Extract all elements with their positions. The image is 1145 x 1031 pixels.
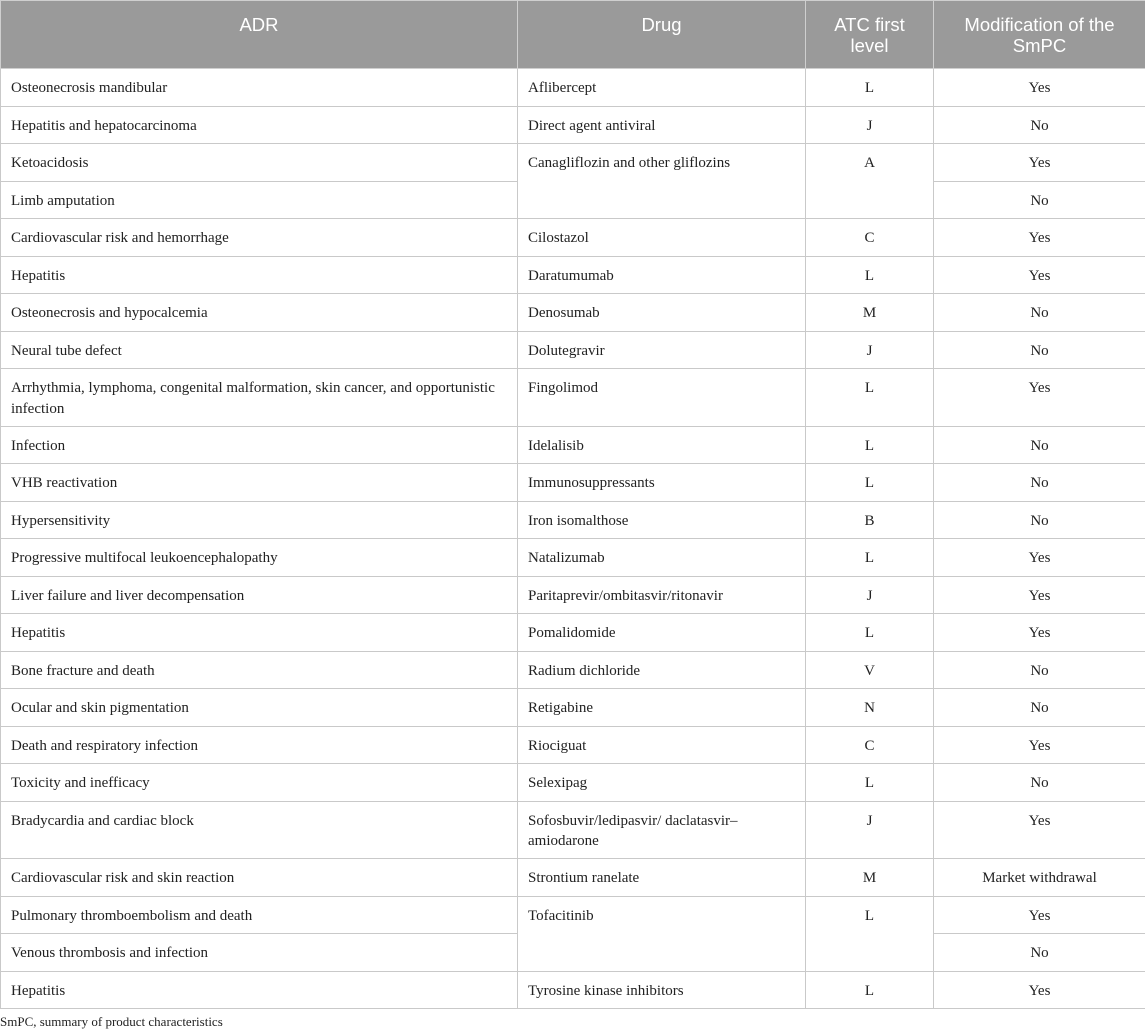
table-row	[1, 801, 1145, 859]
cell-drug: Natalizumab	[518, 539, 806, 577]
cell-adr: Osteonecrosis mandibular	[1, 69, 518, 107]
cell-adr: Hepatitis	[1, 256, 518, 294]
cell-drug: Selexipag	[518, 764, 806, 802]
cell-adr: Neural tube defect	[1, 331, 518, 369]
cell-atc: M	[806, 859, 934, 897]
table-row	[1, 501, 1145, 539]
header-adr: ADR	[1, 1, 518, 69]
cell-modification: Yes	[934, 801, 1145, 859]
cell-drug: Idelalisib	[518, 426, 806, 464]
cell-drug: Dolutegravir	[518, 331, 806, 369]
cell-atc: C	[806, 726, 934, 764]
cell-adr: Hepatitis	[1, 614, 518, 652]
cell-drug: Canagliflozin and other gliflozins	[518, 144, 806, 219]
table-row	[1, 464, 1145, 502]
cell-adr: Bradycardia and cardiac block	[1, 801, 518, 859]
cell-modification: No	[934, 689, 1145, 727]
table-row	[1, 896, 1145, 934]
table-row	[1, 369, 1145, 427]
table-row	[1, 651, 1145, 689]
cell-atc: L	[806, 69, 934, 107]
table-row	[1, 106, 1145, 144]
cell-atc: L	[806, 614, 934, 652]
cell-atc: J	[806, 801, 934, 859]
cell-adr: Toxicity and inefficacy	[1, 764, 518, 802]
cell-modification: No	[934, 331, 1145, 369]
cell-atc: L	[806, 539, 934, 577]
cell-drug: Strontium ranelate	[518, 859, 806, 897]
cell-adr: Cardiovascular risk and hemorrhage	[1, 219, 518, 257]
cell-atc: L	[806, 426, 934, 464]
cell-modification: Yes	[934, 576, 1145, 614]
cell-atc: M	[806, 294, 934, 332]
cell-adr: Hepatitis and hepatocarcinoma	[1, 106, 518, 144]
table-footnote: SmPC, summary of product characteristics	[0, 1014, 223, 1029]
cell-atc: L	[806, 896, 934, 971]
table-row	[1, 614, 1145, 652]
cell-adr: Ketoacidosis	[1, 144, 518, 182]
cell-adr: Ocular and skin pigmentation	[1, 689, 518, 727]
cell-adr: Liver failure and liver decompensation	[1, 576, 518, 614]
cell-modification: No	[934, 464, 1145, 502]
cell-modification: Yes	[934, 144, 1145, 182]
cell-atc: V	[806, 651, 934, 689]
cell-drug: Riociguat	[518, 726, 806, 764]
cell-modification: Yes	[934, 726, 1145, 764]
cell-modification: Yes	[934, 69, 1145, 107]
cell-atc: J	[806, 331, 934, 369]
cell-modification: Market withdrawal	[934, 859, 1145, 897]
cell-atc: L	[806, 256, 934, 294]
table-row	[1, 426, 1145, 464]
cell-adr: Pulmonary thromboembolism and death	[1, 896, 518, 934]
cell-adr: VHB reactivation	[1, 464, 518, 502]
cell-modification: No	[934, 106, 1145, 144]
table-row	[1, 294, 1145, 332]
cell-drug: Pomalidomide	[518, 614, 806, 652]
cell-drug: Paritaprevir/ombitasvir/ritonavir	[518, 576, 806, 614]
cell-drug: Tofacitinib	[518, 896, 806, 971]
header-modification-smpc: Modification of the SmPC	[934, 1, 1145, 69]
cell-atc: L	[806, 369, 934, 427]
cell-atc: B	[806, 501, 934, 539]
header-drug: Drug	[518, 1, 806, 69]
cell-adr: Infection	[1, 426, 518, 464]
table-row	[1, 219, 1145, 257]
table-row	[1, 69, 1145, 107]
cell-drug: Daratumumab	[518, 256, 806, 294]
table-row	[1, 539, 1145, 577]
cell-modification: Yes	[934, 614, 1145, 652]
cell-atc: C	[806, 219, 934, 257]
cell-drug: Immunosuppressants	[518, 464, 806, 502]
cell-modification: No	[934, 934, 1145, 972]
cell-modification: Yes	[934, 539, 1145, 577]
table-row	[1, 764, 1145, 802]
header-atc-first-level: ATC first level	[806, 1, 934, 69]
cell-modification: No	[934, 181, 1145, 219]
table-row	[1, 859, 1145, 897]
cell-adr: Cardiovascular risk and skin reaction	[1, 859, 518, 897]
cell-modification: No	[934, 764, 1145, 802]
cell-adr: Venous thrombosis and infection	[1, 934, 518, 972]
cell-adr: Hypersensitivity	[1, 501, 518, 539]
cell-atc: L	[806, 971, 934, 1009]
cell-drug: Tyrosine kinase inhibitors	[518, 971, 806, 1009]
cell-drug: Fingolimod	[518, 369, 806, 427]
cell-modification: No	[934, 651, 1145, 689]
cell-modification: Yes	[934, 971, 1145, 1009]
cell-adr: Osteonecrosis and hypocalcemia	[1, 294, 518, 332]
cell-modification: Yes	[934, 896, 1145, 934]
cell-atc: J	[806, 576, 934, 614]
table-row	[1, 144, 1145, 182]
table-row	[1, 689, 1145, 727]
table-row	[1, 256, 1145, 294]
cell-modification: Yes	[934, 219, 1145, 257]
cell-modification: No	[934, 294, 1145, 332]
table-row	[1, 726, 1145, 764]
cell-drug: Sofosbuvir/ledipasvir/ daclatasvir– amiodarone	[518, 801, 806, 859]
cell-drug: Aflibercept	[518, 69, 806, 107]
cell-adr: Hepatitis	[1, 971, 518, 1009]
cell-adr: Progressive multifocal leukoencephalopathy	[1, 539, 518, 577]
table-row	[1, 971, 1145, 1009]
cell-drug: Cilostazol	[518, 219, 806, 257]
cell-adr: Limb amputation	[1, 181, 518, 219]
cell-drug: Denosumab	[518, 294, 806, 332]
cell-drug: Iron isomalthose	[518, 501, 806, 539]
cell-drug: Retigabine	[518, 689, 806, 727]
cell-atc: J	[806, 106, 934, 144]
cell-atc: L	[806, 764, 934, 802]
cell-modification: Yes	[934, 256, 1145, 294]
cell-drug: Radium dichloride	[518, 651, 806, 689]
header-row	[1, 1, 1145, 69]
cell-adr: Arrhythmia, lymphoma, congenital malformation, skin cancer, and opportunistic infection	[1, 369, 518, 427]
cell-adr: Bone fracture and death	[1, 651, 518, 689]
table-row	[1, 576, 1145, 614]
cell-drug: Direct agent antiviral	[518, 106, 806, 144]
cell-atc: A	[806, 144, 934, 219]
cell-atc: L	[806, 464, 934, 502]
cell-atc: N	[806, 689, 934, 727]
cell-adr: Death and respiratory infection	[1, 726, 518, 764]
table-row	[1, 331, 1145, 369]
cell-modification: Yes	[934, 369, 1145, 427]
cell-modification: No	[934, 426, 1145, 464]
cell-modification: No	[934, 501, 1145, 539]
